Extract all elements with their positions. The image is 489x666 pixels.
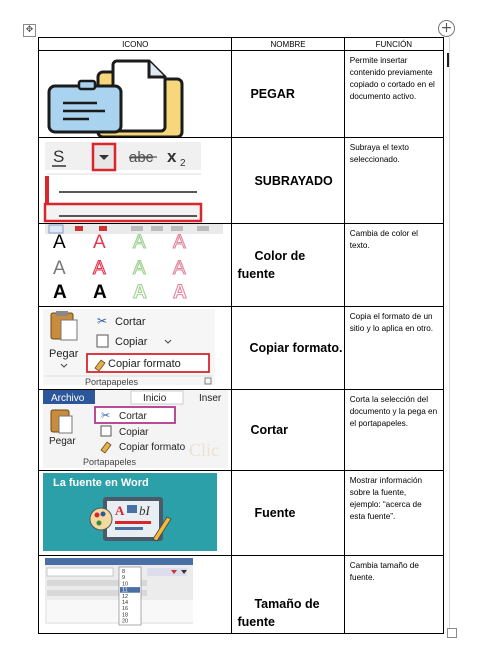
subscript-x: x bbox=[167, 147, 177, 166]
icon-cell-subrayado bbox=[39, 138, 232, 224]
svg-text:bI: bI bbox=[139, 503, 150, 518]
watermark: Clic bbox=[189, 440, 219, 460]
table-header-row bbox=[39, 38, 444, 51]
header-function: FUNCIÓN bbox=[344, 38, 443, 51]
svg-text:✂: ✂ bbox=[97, 314, 108, 328]
header-name: NOMBRE bbox=[232, 38, 344, 51]
functions-table bbox=[38, 37, 444, 634]
font-color-sample: A bbox=[93, 258, 106, 279]
name-fuente: Fuente bbox=[232, 471, 344, 556]
font-color-sample: A bbox=[53, 258, 66, 279]
name-tamano-text: Tamaño de fuente bbox=[237, 597, 320, 629]
table-resize-handle[interactable] bbox=[447, 628, 457, 638]
font-color-sample: A bbox=[133, 232, 146, 253]
size-option: 12 bbox=[122, 593, 129, 600]
underline-dropdown-icon bbox=[39, 138, 232, 223]
font-size-dropdown-icon bbox=[39, 556, 232, 633]
icon-cell-copiar-formato bbox=[39, 307, 232, 390]
font-info-icon bbox=[39, 471, 232, 555]
font-color-sample: A bbox=[53, 232, 66, 253]
size-option: 14 bbox=[122, 600, 129, 606]
table-row bbox=[39, 51, 444, 138]
size-option: 11 bbox=[122, 587, 128, 594]
pegar-label: Pegar bbox=[49, 348, 79, 360]
size-option: 18 bbox=[122, 612, 129, 619]
font-color-sample: A bbox=[173, 282, 187, 303]
size-option: 16 bbox=[122, 606, 129, 613]
pegar5-label: Pegar bbox=[49, 436, 76, 447]
add-column-icon[interactable]: + bbox=[438, 20, 455, 37]
name-copiar-formato bbox=[232, 307, 344, 390]
table-row bbox=[39, 307, 444, 390]
icon-cell-pegar bbox=[39, 51, 232, 138]
cortar5-label: Cortar bbox=[119, 411, 147, 422]
inicio-tab: Inicio bbox=[143, 393, 167, 404]
font-color-sample: A bbox=[133, 282, 147, 303]
copiar-label: Copiar bbox=[115, 336, 148, 348]
function-fuente: Mostrar información sobre la fuente, ejemplo: “acerca de esta fuente”. bbox=[344, 471, 443, 556]
right-margin-line bbox=[449, 36, 450, 628]
header-icon: ICONO bbox=[39, 38, 232, 51]
table-row bbox=[39, 138, 444, 224]
font-color-sample: A bbox=[53, 282, 67, 303]
copiar-formato-label: Copiar formato bbox=[108, 358, 181, 370]
svg-text:✂: ✂ bbox=[101, 409, 111, 422]
cortar-label: Cortar bbox=[115, 316, 146, 328]
name-subrayado: SUBRAYADO bbox=[232, 138, 344, 224]
icon-cell-cortar bbox=[39, 390, 232, 471]
table-row bbox=[39, 471, 444, 556]
font-color-sample: A bbox=[173, 232, 186, 253]
strike-label: abc bbox=[129, 149, 154, 166]
name-pegar: PEGAR bbox=[232, 51, 344, 138]
font-color-sample: A bbox=[93, 232, 106, 253]
function-copiar-formato: Copia el formato de un sitio y lo aplica en otro. bbox=[344, 307, 443, 390]
name-color: Color de fuente bbox=[232, 224, 344, 307]
font-color-sample: A bbox=[173, 258, 186, 279]
copiar5-label: Copiar bbox=[119, 427, 149, 438]
portapapeles5-label: Portapapeles bbox=[83, 457, 137, 467]
name-cortar: Cortar bbox=[232, 390, 344, 471]
size-option: 20 bbox=[122, 618, 129, 625]
banner-title: La fuente en Word bbox=[53, 477, 149, 489]
copiar-formato5-label: Copiar formato bbox=[119, 442, 186, 453]
insertar-tab: Inser bbox=[199, 393, 222, 404]
table-row bbox=[39, 556, 444, 634]
function-color: Cambia de color el texto. bbox=[344, 224, 443, 307]
folder-paste-icon bbox=[39, 51, 232, 137]
icon-cell-tamano bbox=[39, 556, 232, 634]
subscript-2: 2 bbox=[180, 158, 186, 169]
table-row bbox=[39, 390, 444, 471]
table-row bbox=[39, 224, 444, 307]
size-option: 10 bbox=[122, 581, 129, 588]
function-pegar: Permite insertar contenido previamente copiado o cortado en el documento activo. bbox=[344, 51, 443, 138]
portapapeles-label: Portapapeles bbox=[85, 377, 139, 387]
font-color-sample: A bbox=[93, 282, 107, 303]
underline-letter: S bbox=[53, 147, 65, 166]
size-option: 8 bbox=[122, 569, 126, 575]
name-copiar-formato-text: Copiar formato. bbox=[249, 341, 343, 355]
font-color-sample: A bbox=[133, 258, 146, 279]
icon-cell-fuente bbox=[39, 471, 232, 556]
function-subrayado: Subraya el texto seleccionado. bbox=[344, 138, 443, 224]
scissors-cut-icon bbox=[39, 390, 232, 470]
svg-text:A: A bbox=[115, 503, 125, 518]
archivo-tab: Archivo bbox=[51, 393, 85, 404]
name-tamano bbox=[232, 556, 344, 634]
icon-cell-color bbox=[39, 224, 232, 307]
function-tamano: Cambia tamaño de fuente. bbox=[344, 556, 443, 634]
font-color-icon bbox=[39, 224, 232, 306]
table-move-handle[interactable]: ✥ bbox=[23, 24, 36, 37]
clipboard-format-painter-icon bbox=[39, 307, 232, 389]
text-cursor bbox=[447, 53, 449, 67]
function-cortar: Corta la selección del documento y la pega en el portapapeles. bbox=[344, 390, 443, 471]
size-option: 9 bbox=[122, 575, 126, 582]
